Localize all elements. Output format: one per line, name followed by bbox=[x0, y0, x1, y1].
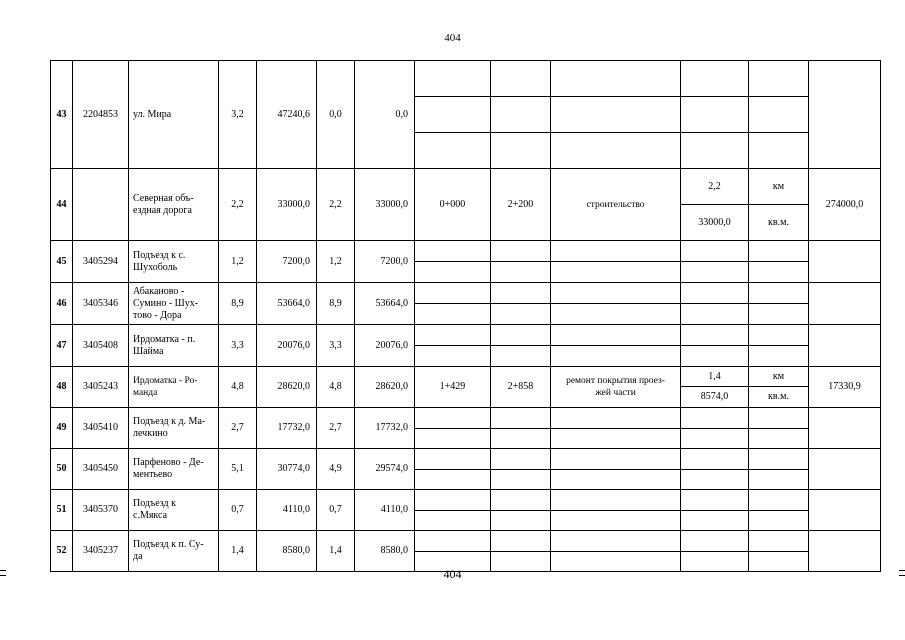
unit bbox=[749, 511, 809, 531]
km-end bbox=[491, 241, 551, 262]
road-code-text: 3405410 bbox=[83, 422, 118, 433]
right-edge-mark bbox=[899, 575, 905, 576]
length-regional-text: 2,7 bbox=[329, 422, 342, 433]
area-regional bbox=[355, 408, 415, 449]
km-start bbox=[415, 262, 491, 283]
area-total bbox=[257, 169, 317, 241]
row-number bbox=[51, 531, 73, 572]
road-name bbox=[129, 490, 219, 531]
length-regional-text: 0,0 bbox=[329, 108, 342, 120]
km-start bbox=[415, 346, 491, 367]
length-total bbox=[219, 241, 257, 283]
road-code bbox=[73, 283, 129, 325]
road-name bbox=[129, 367, 219, 408]
km-start-text: 0+000 bbox=[439, 198, 466, 210]
road-name-text: Подъезд к с.Мякса bbox=[133, 498, 176, 521]
km-end bbox=[491, 531, 551, 552]
unit-km-text: км bbox=[772, 370, 785, 382]
road-code-text: 3405408 bbox=[83, 339, 118, 351]
row-number bbox=[51, 449, 73, 490]
row-number bbox=[51, 283, 73, 325]
km-start bbox=[415, 367, 491, 408]
area-total bbox=[257, 408, 317, 449]
cost bbox=[809, 61, 881, 169]
quantity bbox=[681, 241, 749, 262]
work-type bbox=[551, 283, 681, 304]
unit-area-text: кв.м. bbox=[768, 391, 789, 402]
table-row bbox=[51, 325, 881, 346]
length-regional bbox=[317, 408, 355, 449]
area-regional-text: 17732,0 bbox=[375, 422, 408, 433]
cost-text: 274000,0 bbox=[825, 198, 864, 210]
area-regional bbox=[355, 449, 415, 490]
road-name bbox=[129, 449, 219, 490]
length-total-text: 3,3 bbox=[231, 339, 244, 351]
road-name-text: Подъезд к п. Су- да bbox=[133, 539, 204, 562]
area-regional bbox=[355, 367, 415, 408]
road-name bbox=[129, 283, 219, 325]
unit bbox=[749, 97, 809, 133]
row-number-text: 49 bbox=[56, 422, 67, 433]
km-end bbox=[491, 470, 551, 490]
road-name bbox=[129, 325, 219, 367]
table-row bbox=[51, 61, 881, 97]
cost bbox=[809, 408, 881, 449]
area-total-text: 33000,0 bbox=[277, 198, 310, 210]
area-total bbox=[257, 449, 317, 490]
area-total-text: 30774,0 bbox=[277, 463, 310, 474]
km-end bbox=[491, 325, 551, 346]
road-code bbox=[73, 408, 129, 449]
quantity bbox=[681, 449, 749, 470]
km-start bbox=[415, 97, 491, 133]
unit bbox=[749, 490, 809, 511]
row-number bbox=[51, 367, 73, 408]
left-edge-mark bbox=[0, 570, 6, 571]
unit bbox=[749, 408, 809, 429]
road-name bbox=[129, 61, 219, 169]
area-total-text: 7200,0 bbox=[282, 255, 310, 267]
length-total-text: 5,1 bbox=[231, 463, 244, 474]
road-code bbox=[73, 169, 129, 241]
unit bbox=[749, 133, 809, 169]
work-type bbox=[551, 367, 681, 408]
work-type bbox=[551, 304, 681, 325]
length-total-text: 0,7 bbox=[231, 504, 244, 515]
quantity bbox=[681, 97, 749, 133]
road-code-text: 2204853 bbox=[83, 108, 118, 120]
km-start-text: 1+429 bbox=[439, 381, 466, 392]
area-regional bbox=[355, 241, 415, 283]
length-total-text: 2,2 bbox=[231, 198, 244, 210]
table-row bbox=[51, 169, 881, 205]
unit bbox=[749, 283, 809, 304]
table-row bbox=[51, 408, 881, 429]
table-row bbox=[51, 367, 881, 387]
length-regional-text: 8,9 bbox=[329, 297, 342, 309]
length-total-text: 1,4 bbox=[231, 545, 244, 556]
length-total bbox=[219, 325, 257, 367]
km-start bbox=[415, 133, 491, 169]
row-number bbox=[51, 61, 73, 169]
row-number bbox=[51, 169, 73, 241]
length-total bbox=[219, 490, 257, 531]
area-regional bbox=[355, 169, 415, 241]
roads-table bbox=[50, 60, 881, 572]
road-name-text: Парфеново - Де- ментьево bbox=[133, 457, 204, 480]
work-type-text: строительство bbox=[586, 199, 645, 210]
area-regional-text: 20076,0 bbox=[375, 339, 408, 351]
table-row bbox=[51, 283, 881, 304]
quantity-area-text: 33000,0 bbox=[698, 216, 731, 228]
km-start bbox=[415, 325, 491, 346]
length-total bbox=[219, 408, 257, 449]
work-type bbox=[551, 262, 681, 283]
length-total-text: 8,9 bbox=[231, 297, 244, 309]
length-regional bbox=[317, 490, 355, 531]
quantity bbox=[681, 429, 749, 449]
road-code-text: 3405243 bbox=[83, 381, 118, 392]
work-type bbox=[551, 408, 681, 429]
road-code bbox=[73, 449, 129, 490]
work-type bbox=[551, 346, 681, 367]
length-total-text: 3,2 bbox=[231, 108, 244, 120]
quantity bbox=[681, 325, 749, 346]
unit bbox=[749, 346, 809, 367]
work-type bbox=[551, 325, 681, 346]
area-total bbox=[257, 61, 317, 169]
quantity bbox=[681, 304, 749, 325]
unit bbox=[749, 241, 809, 262]
area-regional bbox=[355, 61, 415, 169]
page-number-bottom: 404 bbox=[443, 567, 462, 581]
km-end bbox=[491, 283, 551, 304]
length-total-text: 4,8 bbox=[231, 381, 244, 392]
row-number-text: 45 bbox=[56, 255, 67, 267]
road-name-text: Ирдоматка - п. Шайма bbox=[133, 333, 196, 357]
cost bbox=[809, 490, 881, 531]
row-number-text: 43 bbox=[56, 108, 67, 120]
length-total bbox=[219, 449, 257, 490]
road-code bbox=[73, 241, 129, 283]
length-regional bbox=[317, 169, 355, 241]
length-regional bbox=[317, 449, 355, 490]
work-type bbox=[551, 470, 681, 490]
unit-area-text: кв.м. bbox=[768, 216, 789, 228]
road-name-text: Ирдоматка - Ро- манда bbox=[133, 376, 198, 398]
work-type bbox=[551, 61, 681, 97]
row-number-text: 44 bbox=[56, 198, 67, 210]
km-start bbox=[415, 241, 491, 262]
area-regional bbox=[355, 531, 415, 572]
km-end bbox=[491, 169, 551, 241]
km-start bbox=[415, 408, 491, 429]
km-start bbox=[415, 169, 491, 241]
cost bbox=[809, 283, 881, 325]
km-end bbox=[491, 61, 551, 97]
km-start bbox=[415, 304, 491, 325]
cost bbox=[809, 241, 881, 283]
length-total bbox=[219, 531, 257, 572]
unit bbox=[749, 531, 809, 552]
length-regional-text: 3,3 bbox=[329, 339, 342, 351]
area-total-text: 47240,6 bbox=[277, 108, 310, 120]
km-end bbox=[491, 133, 551, 169]
km-end-text: 2+200 bbox=[507, 198, 534, 210]
quantity bbox=[681, 133, 749, 169]
row-number bbox=[51, 241, 73, 283]
road-name-text: Северная объ- ездная дорога bbox=[133, 192, 194, 216]
area-total-text: 17732,0 bbox=[277, 422, 310, 433]
unit-km bbox=[749, 169, 809, 205]
work-type bbox=[551, 490, 681, 511]
work-type bbox=[551, 449, 681, 470]
row-number bbox=[51, 408, 73, 449]
area-total bbox=[257, 325, 317, 367]
work-type bbox=[551, 429, 681, 449]
length-total bbox=[219, 169, 257, 241]
length-total-text: 1,2 bbox=[231, 255, 244, 267]
row-number bbox=[51, 325, 73, 367]
quantity bbox=[681, 470, 749, 490]
road-code-text: 3405237 bbox=[83, 545, 118, 556]
area-total-text: 8580,0 bbox=[282, 545, 310, 556]
area-regional-text: 7200,0 bbox=[380, 255, 408, 267]
table-row bbox=[51, 241, 881, 262]
km-start bbox=[415, 511, 491, 531]
quantity-km bbox=[681, 367, 749, 387]
km-start bbox=[415, 429, 491, 449]
road-name bbox=[129, 531, 219, 572]
road-name bbox=[129, 241, 219, 283]
road-name bbox=[129, 169, 219, 241]
area-total bbox=[257, 531, 317, 572]
work-type bbox=[551, 169, 681, 241]
road-code-text: 3405294 bbox=[83, 255, 118, 267]
road-name-text: Подъезд к д. Ма- лечкино bbox=[133, 416, 206, 439]
unit-area bbox=[749, 387, 809, 408]
unit-km bbox=[749, 367, 809, 387]
cost bbox=[809, 367, 881, 408]
km-start bbox=[415, 531, 491, 552]
km-start bbox=[415, 490, 491, 511]
unit bbox=[749, 262, 809, 283]
area-regional bbox=[355, 325, 415, 367]
row-number-text: 46 bbox=[56, 297, 67, 309]
km-end bbox=[491, 511, 551, 531]
area-total bbox=[257, 241, 317, 283]
cost bbox=[809, 325, 881, 367]
length-total bbox=[219, 61, 257, 169]
unit bbox=[749, 429, 809, 449]
length-total-text: 2,7 bbox=[231, 422, 244, 433]
length-regional-text: 1,4 bbox=[329, 545, 342, 556]
cost-text: 17330,9 bbox=[828, 381, 861, 392]
quantity bbox=[681, 490, 749, 511]
row-number-text: 47 bbox=[56, 339, 67, 351]
length-regional bbox=[317, 325, 355, 367]
work-type bbox=[551, 511, 681, 531]
length-total bbox=[219, 283, 257, 325]
road-code bbox=[73, 367, 129, 408]
unit bbox=[749, 470, 809, 490]
km-start bbox=[415, 283, 491, 304]
road-code bbox=[73, 490, 129, 531]
road-code-text: 3405450 bbox=[83, 463, 118, 474]
km-end bbox=[491, 429, 551, 449]
quantity bbox=[681, 346, 749, 367]
table-row bbox=[51, 449, 881, 470]
quantity bbox=[681, 262, 749, 283]
km-end bbox=[491, 262, 551, 283]
km-start bbox=[415, 449, 491, 470]
road-code-text: 3405346 bbox=[83, 297, 118, 309]
km-end-text: 2+858 bbox=[507, 381, 534, 392]
area-total bbox=[257, 367, 317, 408]
area-regional-text: 8580,0 bbox=[380, 545, 408, 556]
quantity bbox=[681, 511, 749, 531]
length-regional-text: 0,7 bbox=[329, 504, 342, 515]
length-total bbox=[219, 367, 257, 408]
quantity bbox=[681, 408, 749, 429]
road-code bbox=[73, 61, 129, 169]
km-end bbox=[491, 346, 551, 367]
work-type bbox=[551, 97, 681, 133]
km-end bbox=[491, 490, 551, 511]
road-code bbox=[73, 325, 129, 367]
length-regional bbox=[317, 531, 355, 572]
area-total-text: 53664,0 bbox=[277, 297, 310, 309]
length-regional-text: 1,2 bbox=[329, 255, 342, 267]
length-regional bbox=[317, 61, 355, 169]
work-type-text: ремонт покрытия проез- жей части bbox=[566, 376, 665, 398]
unit bbox=[749, 304, 809, 325]
km-end bbox=[491, 449, 551, 470]
length-regional-text: 4,9 bbox=[329, 463, 342, 474]
cost bbox=[809, 531, 881, 572]
unit-area bbox=[749, 205, 809, 241]
quantity-km bbox=[681, 169, 749, 205]
road-code bbox=[73, 531, 129, 572]
quantity bbox=[681, 531, 749, 552]
length-regional-text: 4,8 bbox=[329, 381, 342, 392]
length-regional bbox=[317, 367, 355, 408]
area-total bbox=[257, 283, 317, 325]
unit bbox=[749, 325, 809, 346]
quantity bbox=[681, 283, 749, 304]
km-start bbox=[415, 61, 491, 97]
cost bbox=[809, 169, 881, 241]
left-edge-mark bbox=[0, 575, 6, 576]
unit-km-text: км bbox=[772, 180, 785, 192]
row-number-text: 50 bbox=[56, 463, 67, 474]
row-number-text: 51 bbox=[56, 504, 67, 515]
road-name-text: ул. Мира bbox=[133, 108, 172, 120]
work-type bbox=[551, 133, 681, 169]
km-end bbox=[491, 304, 551, 325]
area-total bbox=[257, 490, 317, 531]
area-total-text: 28620,0 bbox=[277, 381, 310, 392]
quantity-km-text: 2,2 bbox=[708, 180, 721, 192]
quantity bbox=[681, 61, 749, 97]
area-regional-text: 29574,0 bbox=[375, 463, 408, 474]
work-type bbox=[551, 531, 681, 552]
table-row bbox=[51, 531, 881, 552]
area-regional-text: 0,0 bbox=[395, 108, 408, 120]
area-regional bbox=[355, 490, 415, 531]
area-regional-text: 28620,0 bbox=[375, 381, 408, 392]
area-total-text: 4110,0 bbox=[282, 504, 310, 515]
area-regional-text: 53664,0 bbox=[375, 297, 408, 309]
area-regional bbox=[355, 283, 415, 325]
quantity-area bbox=[681, 387, 749, 408]
km-start bbox=[415, 470, 491, 490]
area-total-text: 20076,0 bbox=[277, 339, 310, 351]
right-edge-mark bbox=[899, 570, 905, 571]
km-end bbox=[491, 408, 551, 429]
work-type bbox=[551, 241, 681, 262]
row-number bbox=[51, 490, 73, 531]
quantity-area bbox=[681, 205, 749, 241]
area-regional-text: 33000,0 bbox=[375, 198, 408, 210]
road-name-text: Подъезд к с. Шухоболь bbox=[133, 249, 186, 273]
table-row bbox=[51, 490, 881, 511]
row-number-text: 48 bbox=[56, 381, 67, 392]
length-regional bbox=[317, 283, 355, 325]
quantity-area-text: 8574,0 bbox=[700, 391, 729, 402]
unit bbox=[749, 449, 809, 470]
page-number-top: 404 bbox=[444, 32, 461, 44]
area-regional-text: 4110,0 bbox=[380, 504, 408, 515]
cost bbox=[809, 449, 881, 490]
quantity-km-text: 1,4 bbox=[708, 370, 721, 382]
road-name-text: Абаканово - Сумино - Шух- тово - Дора bbox=[133, 285, 199, 321]
length-regional-text: 2,2 bbox=[329, 198, 342, 210]
length-regional bbox=[317, 241, 355, 283]
km-end bbox=[491, 97, 551, 133]
row-number-text: 52 bbox=[56, 545, 67, 556]
road-name bbox=[129, 408, 219, 449]
road-code-text: 3405370 bbox=[83, 504, 118, 515]
km-end bbox=[491, 367, 551, 408]
unit bbox=[749, 61, 809, 97]
